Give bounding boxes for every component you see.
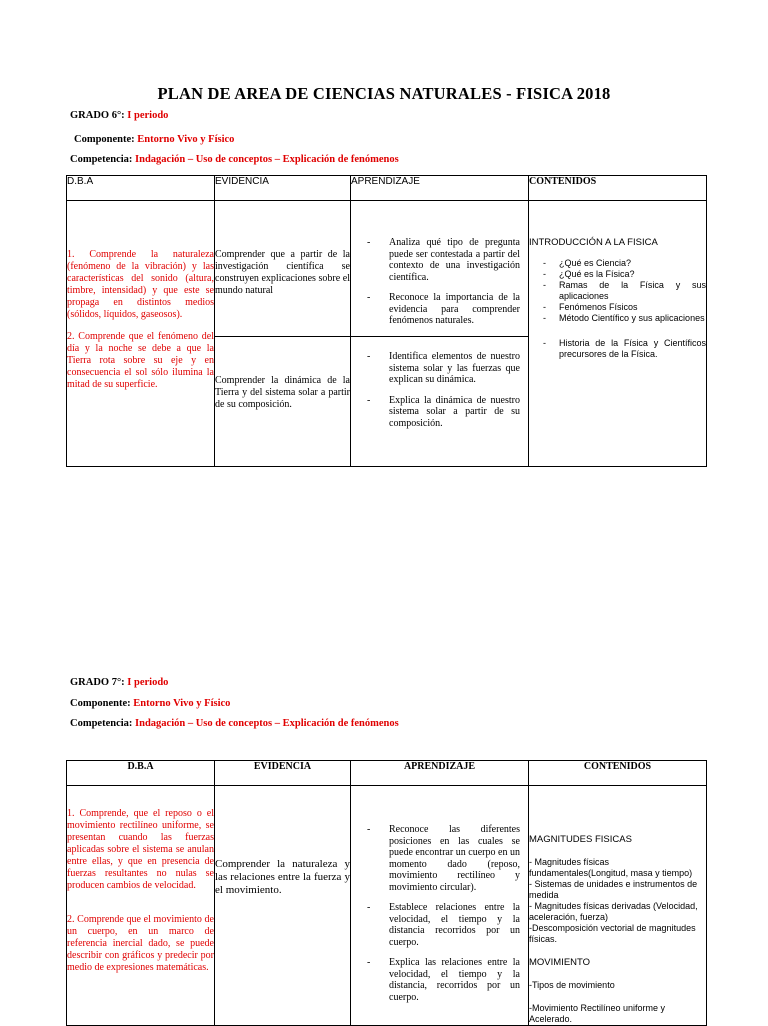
grado7-table [66, 760, 707, 1026]
contenidos-item: - Historia de la Física y Científicos precursores de la Física. [543, 338, 706, 360]
contenidos-cell [529, 786, 707, 1026]
dba-item: 1. Comprende la naturaleza (fenómeno de la vibración) y las características del sonido (altura, timbre, intensidad) y que este se propaga en distintos medios (sólidos, líquidos, gaseosos). [67, 249, 214, 320]
aprendizaje-cell [351, 201, 529, 337]
header-aprendizaje: APRENDIZAJE [351, 761, 529, 786]
aprendizaje-item: - Analiza qué tipo de pregunta puede ser contestada a partir del contexto de una investigación científica. [367, 237, 520, 283]
evidencia-text: Comprender la dinámica de la Tierra y del sistema solar a partir de su composición. [215, 375, 350, 410]
dba-cell [67, 786, 215, 1026]
page-title: PLAN DE AREA DE CIENCIAS NATURALES - FISICA 2018 [157, 84, 611, 103]
dba-item: 2. Comprende que el movimiento de un cuerpo, en un marco de referencia inercial dado, se puede describir con gráficos y predecir por medio de expresiones matemáticas. [67, 914, 214, 973]
componente7-line [70, 698, 230, 709]
header-evidencia: EVIDENCIA [215, 176, 351, 201]
header-evidencia: EVIDENCIA [215, 761, 351, 786]
contenidos-item: - ¿Qué es la Física? [543, 269, 706, 280]
header-contenidos: CONTENIDOS [529, 761, 707, 786]
grado7-value: I periodo [127, 677, 169, 688]
aprendizaje-cell [351, 786, 529, 1026]
header-dba: D.B.A [67, 176, 215, 201]
competencia6-label: Competencia: [70, 154, 133, 165]
componente6-line [74, 134, 234, 145]
contenidos-item: - Fenómenos Físicos [543, 302, 706, 313]
contenidos-item: - Magnitudes físicas fundamentales(Longitud, masa y tiempo) [529, 857, 693, 878]
grado6-value: I periodo [127, 110, 169, 121]
competencia7-label: Competencia: [70, 718, 133, 729]
competencia6-line [70, 154, 399, 165]
evidencia-cell [215, 201, 351, 337]
grado7-line [70, 677, 168, 688]
grado6-line [70, 110, 168, 121]
componente7-label: Componente: [70, 698, 131, 709]
aprendizaje-cell [351, 337, 529, 467]
contenidos-cell [529, 201, 707, 467]
header-aprendizaje: APRENDIZAJE [351, 176, 529, 201]
evidencia-cell [215, 786, 351, 1026]
contenidos-item: -Tipos de movimiento [529, 980, 615, 990]
aprendizaje-item: - Explica las relaciones entre la velocidad, el tiempo y la distancia, recorridos por un cuerpo. [367, 957, 520, 1003]
aprendizaje-item: - Reconoce la importancia de la evidencia para comprender fenómenos naturales. [367, 292, 520, 327]
contenidos-item: - ¿Qué es Ciencia? [543, 258, 706, 269]
evidencia-text: Comprender la naturaleza y las relaciones entre la fuerza y el movimiento. [215, 858, 350, 896]
competencia7-line [70, 718, 399, 729]
contenidos-title: MOVIMIENTO [529, 957, 591, 968]
competencia6-value: Indagación – Uso de conceptos – Explicación de fenómenos [135, 154, 399, 165]
contenidos-item: - Ramas de la Física y sus aplicaciones [543, 280, 706, 302]
componente7-value: Entorno Vivo y Físico [133, 698, 231, 709]
evidencia-text: Comprender que a partir de la investigación científica se construyen explicaciones sobre el mundo natural [215, 249, 350, 296]
contenidos-item: -Descomposición vectorial de magnitudes físicas. [529, 923, 696, 944]
aprendizaje-item: - Identifica elementos de nuestro sistema solar y las fuerzas que explican su dinámica. [367, 351, 520, 386]
contenidos-title: MAGNITUDES FISICAS [529, 834, 632, 845]
dba-cell [67, 201, 215, 467]
componente6-value: Entorno Vivo y Físico [137, 134, 235, 145]
grado7-label: GRADO 7°: [70, 677, 125, 688]
contenidos-item: -Movimiento Rectilíneo uniforme y Acelerado. [529, 1003, 666, 1024]
componente6-label: Componente: [74, 134, 135, 145]
competencia7-value: Indagación – Uso de conceptos – Explicación de fenómenos [135, 718, 399, 729]
dba-item: 2. Comprende que el fenómeno del día y la noche se debe a que la Tierra rota sobre su eje y en consecuencia el sol sólo ilumina la mitad de su superficie. [67, 331, 214, 390]
aprendizaje-item: - Reconoce las diferentes posiciones en las cuales se puede encontrar un cuerpo en un momento dado (reposo, movimiento rectilíneo y movimiento circular). [367, 824, 520, 893]
header-contenidos: CONTENIDOS [529, 176, 707, 201]
grado6-table [66, 175, 707, 467]
contenidos-item: - Sistemas de unidades e instrumentos de medida [529, 879, 698, 900]
header-dba: D.B.A [67, 761, 215, 786]
aprendizaje-item: - Explica la dinámica de nuestro sistema solar a partir de su composición. [367, 395, 520, 430]
dba-item: 1. Comprende, que el reposo o el movimiento rectilíneo uniforme, se presentan cuando las fuerzas aplicadas sobre el sistema se anulan entre ellas, y que en presencia de fuerzas resultantes no nulas se producen cambios de velocidad. [67, 808, 214, 891]
contenidos-item: - Magnitudes físicas derivadas (Velocidad, aceleración, fuerza) [529, 901, 698, 922]
aprendizaje-item: - Establece relaciones entre la velocidad, el tiempo y la distancia recorridos por un cuerpo. [367, 902, 520, 948]
grado6-label: GRADO 6°: [70, 110, 125, 121]
contenidos-item: - Método Científico y sus aplicaciones [543, 313, 706, 324]
evidencia-cell [215, 337, 351, 467]
contenidos-title: INTRODUCCIÓN A LA FISICA [529, 237, 658, 248]
